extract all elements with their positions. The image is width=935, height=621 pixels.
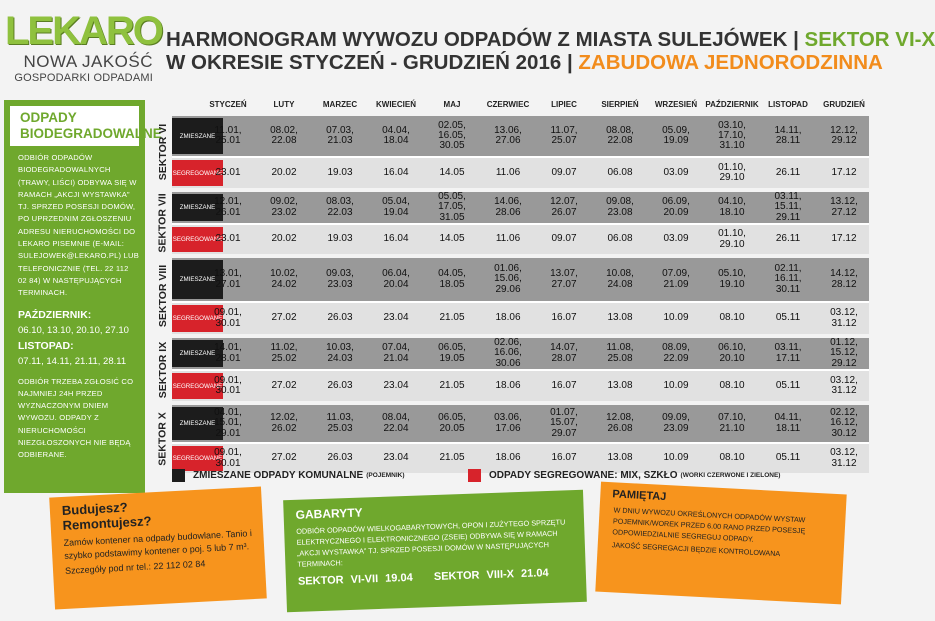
date-cell: 13.08 [607,312,633,324]
title-line-1-accent: SEKTOR VI-X [804,28,935,51]
month-header: KWIECIEŃ [376,100,416,109]
date-cell: 10.09 [663,312,689,324]
title-line-2-main: W OKRESIE STYCZEŃ - GRUDZIEŃ 2016 | [166,51,579,74]
date-cell: 06.08 [607,233,633,245]
date-cell: 03.12, 31.12 [830,447,858,469]
sidebar-footer: ODBIÓR TRZEBA ZGŁOSIĆ CO NAJMNIEJ 24H PRZED WYZNACZONYM DNIEM WYWOZU. ODPADY Z NIERUCHOMOŚCI NIEZGŁOSZONYCH NIE BĘDĄ ODBIERANE. [18,376,134,460]
date-cell: 13.01, 27.01 [214,268,242,290]
date-cell: 14.11, 28.11 [774,124,802,146]
date-cell: 13.12, 27.12 [830,196,858,218]
date-cell: 06.05, 19.05 [438,342,466,364]
date-cell: 06.09, 20.09 [662,196,690,218]
date-cell: 27.02 [271,379,297,391]
date-cell: 23.04 [383,379,409,391]
mixed-tag: ZMIESZANE [172,118,223,154]
date-cell: 03.11, 17.11 [774,342,802,364]
date-cell: 07.09, 21.09 [662,268,690,290]
title-line-2-accent: ZABUDOWA JEDNORODZINNA [578,51,883,74]
date-cell: 07.03, 21.03 [326,124,354,146]
date-cell: 08.02, 22.08 [270,124,298,146]
bulky-waste-note [283,490,587,612]
segregated-waste-row [172,371,869,401]
month-header: STYCZEŃ [209,100,247,109]
date-cell: 27.02 [271,452,297,464]
date-cell: 05.11 [775,312,801,324]
month-header: SIERPIEŃ [601,100,639,109]
date-cell: 10.02, 24.02 [270,268,298,290]
date-cell: 18.06 [495,452,521,464]
date-cell: 09.01, 30.01 [214,374,242,396]
date-cell: 06.08 [607,166,633,178]
date-cell: 16.07 [551,312,577,324]
sector-name: SEKTOR VIII [157,264,169,328]
date-cell: 03.10, 17.10, 31.10 [718,119,746,152]
date-cell: 13.06, 27.06 [494,124,522,146]
sector-name: SEKTOR VI [157,123,169,181]
logo-tagline: NOWA JAKOŚĆ [23,52,153,71]
date-cell: 03.09 [663,233,689,245]
construction-note [49,487,267,610]
segregated-waste-row [172,225,869,254]
date-cell: 07.10, 21.10 [718,412,746,434]
date-cell: 11.07, 25.07 [550,124,578,146]
november-dates: 07.11, 14.11, 21.11, 28.11 [18,355,127,367]
mixed-waste-row [172,405,869,442]
date-cell: 01.07, 15.07, 29.07 [550,407,578,439]
date-cell: 04.01, 15.01, 29.01 [214,407,242,439]
segregated-waste-row [172,303,869,334]
date-cell: 03.12, 31.12 [830,307,858,329]
date-cell: 13.08 [607,379,633,391]
october-label: PAŹDZIERNIK: [18,308,92,321]
bulky-sector-a: SEKTOR VI-VII 19.04 [297,571,413,588]
legend-segregated-note: (WORKI CZERWONE I ZIELONE) [680,472,781,479]
date-cell: 05.04, 19.04 [382,196,410,218]
month-header: LIPIEC [551,100,577,109]
remember-text-2: JAKOŚĆ SEGREGACJI BĘDZIE KONTROLOWANA [611,540,781,559]
construction-text: Zamów kontener na odpady budowlane. Tanio i szybko podstawimy kontener o poj. 5 lub 7 m³. [63,528,253,561]
construction-heading-1: Budujesz? [61,499,128,518]
date-cell: 26.03 [327,452,353,464]
date-cell: 03.12, 31.12 [830,374,858,396]
november-label: LISTOPAD: [18,339,74,352]
legend-mixed-label: ZMIESZANE ODPADY KOMUNALNE [193,470,364,481]
date-cell: 02.05, 16.05, 30.05 [438,119,466,152]
month-header: MARZEC [322,100,358,109]
date-cell: 04.04, 18.04 [382,124,410,146]
date-cell: 16.04 [383,166,409,178]
construction-heading-2: Remontujesz? [62,513,152,533]
date-cell: 21.05 [439,312,465,324]
legend-mixed-note: (POJEMNIK) [366,472,405,479]
date-cell: 08.03, 22.03 [326,196,354,218]
sidebar-text: ODBIÓR ODPADÓW BIODEGRADOWALNYCH (TRAWY, LIŚCI) ODBYWA SIĘ W RAMACH „AKCJI WYSTAWKA” TJ. SPRZED POSESJI DOMÓW, PO UPRZEDNIM ZGŁOSZENIU ADRESU NIERUCHOMOŚCI DO LEKARO PISEMNIE (E-MAIL: SULEJOWEK@LEKARO.PL) LUB TELEFONICZNIE (TEL. 22 112 02 84) W NASTĘPUJĄCYCH TERMINACH. [18,153,139,298]
date-cell: 11.06 [495,166,521,178]
sector-name: SEKTOR VII [157,193,170,253]
mixed-tag: ZMIESZANE [172,340,223,367]
date-cell: 09.02, 23.02 [270,196,298,218]
month-header: WRZESIEŃ [654,100,698,109]
date-cell: 09.07 [551,166,577,178]
date-cell: 05.05, 17.05, 31.05 [438,191,466,223]
date-cell: 04.10, 18.10 [718,196,746,218]
date-cell: 05.11 [775,452,801,464]
date-cell: 14.06, 28.06 [494,196,522,218]
sector-label [156,258,170,334]
date-cell: 16.07 [551,452,577,464]
legend-mixed-swatch [172,469,185,482]
date-cell: 08.10 [719,452,745,464]
date-cell: 12.12, 29.12 [830,124,858,146]
date-cell: 04.11, 18.11 [774,412,802,434]
october-dates: 06.10, 13.10, 20.10, 27.10 [18,324,129,336]
bulky-text: ODBIÓR ODPADÓW WIELKOGABARYTOWYCH, OPON I ZUŻYTEGO SPRZĘTU ELEKTRYCZNEGO I ELEKTRONICZNEGO (ZSEIE) ODBYWA SIĘ W RAMACH „AKCJI WYSTAWKA” TJ. SPRZED POSESJI DOMÓW W NASTĘPUJĄCYCH TERMINACH: [296,517,566,569]
date-cell: 13.07, 27.07 [550,268,578,290]
date-cell: 01.10, 29.10 [718,228,746,250]
date-cell: 27.02 [271,312,297,324]
date-cell: 13.08 [607,452,633,464]
date-cell: 14.07, 28.07 [550,342,578,364]
month-header: LISTOPAD [768,100,808,109]
date-cell: 05.11 [775,379,801,391]
date-cell: 10.03, 24.03 [326,342,354,364]
date-cell: 23.04 [383,312,409,324]
date-cell: 12.08, 26.08 [606,412,634,434]
date-cell: 17.12 [831,166,857,178]
mixed-waste-row [172,338,869,369]
month-header: MAJ [443,100,461,109]
month-header: PAŹDZIERNIK [705,100,759,109]
date-cell: 11.06 [495,233,521,245]
page-title [166,28,935,74]
date-cell: 26.03 [327,312,353,324]
segregated-tag: SEGREGOWANE [172,160,223,186]
date-cell: 09.09, 23.09 [662,412,690,434]
date-cell: 23.01 [215,233,241,245]
date-cell: 26.11 [775,166,801,178]
date-cell: 02.11, 16.11, 30.11 [774,263,802,295]
logo-subtagline: GOSPODARKI ODPADAMI [14,72,153,84]
date-cell: 18.06 [495,379,521,391]
date-cell: 12.07, 26.07 [550,196,578,218]
date-cell: 26.03 [327,379,353,391]
date-cell: 01.10, 29.10 [718,161,746,183]
date-cell: 14.01, 28.01 [214,342,242,364]
mixed-waste-row [172,192,869,223]
date-cell: 21.05 [439,379,465,391]
date-cell: 03.06, 17.06 [494,412,522,434]
date-cell: 09.07 [551,233,577,245]
date-cell: 02.06, 16.06, 30.06 [494,337,522,369]
mixed-tag: ZMIESZANE [172,260,223,299]
segregated-waste-row [172,158,869,188]
segregated-tag: SEGREGOWANE [172,446,223,471]
sidebar-heading: ODPADY BIODEGRADOWALNE [10,106,139,146]
date-cell: 06.05, 20.05 [438,412,466,434]
date-cell: 02.12, 16.12, 30.12 [830,407,858,439]
date-cell: 17.12 [831,233,857,245]
date-cell: 14.12, 28.12 [830,268,858,290]
date-cell: 08.10 [719,312,745,324]
mixed-waste-row [172,116,869,156]
logo [5,9,162,84]
mixed-tag: ZMIESZANE [172,194,223,221]
segregated-tag: SEGREGOWANE [172,373,223,399]
sector-name: SEKTOR IX [157,341,169,398]
date-cell: 09.03, 23.03 [326,268,354,290]
legend-segregated [468,469,780,482]
sector-label [156,338,170,401]
remember-note [595,482,846,605]
legend-mixed [172,469,404,482]
construction-contact: Szczegóły pod nr tel.: 22 112 02 84 [64,558,206,576]
date-cell: 14.05 [439,233,465,245]
date-cell: 04.05, 18.05 [438,268,466,290]
date-cell: 03.11, 15.11, 29.11 [774,191,802,223]
date-cell: 10.09 [663,379,689,391]
date-cell: 11.02, 25.02 [270,342,298,364]
date-cell: 11.01, 25.01 [214,124,242,146]
title-line-2 [166,51,935,74]
date-cell: 19.03 [327,233,353,245]
month-header: LUTY [273,100,295,109]
biowaste-sidebar [4,100,162,493]
date-cell: 05.09, 19.09 [662,124,690,146]
date-cell: 12.01, 26.01 [214,196,242,218]
sector-label [156,116,170,188]
remember-heading: PAMIĘTAJ [612,488,667,504]
date-cell: 11.08, 25.08 [606,342,634,364]
month-header: CZERWIEC [486,100,530,109]
month-header: GRUDZIEŃ [823,100,865,109]
date-cell: 10.09 [663,452,689,464]
date-cell: 16.04 [383,233,409,245]
sector-label [156,192,170,254]
date-cell: 05.10, 19.10 [718,268,746,290]
logo-wordmark: LEKARO [5,9,162,53]
sector-name: SEKTOR X [157,412,170,466]
date-cell: 03.09 [663,166,689,178]
date-cell: 20.02 [271,233,297,245]
segregated-tag: SEGREGOWANE [172,305,223,332]
date-cell: 08.09, 22.09 [662,342,690,364]
sector-label [156,405,170,473]
date-cell: 08.08, 22.08 [606,124,634,146]
segregated-tag: SEGREGOWANE [172,227,223,252]
bulky-sector-b: SEKTOR VIII-X 21.04 [433,567,549,584]
date-cell: 09.08, 23.08 [606,196,634,218]
legend-segregated-swatch [468,469,481,482]
date-cell: 18.06 [495,312,521,324]
date-cell: 21.05 [439,452,465,464]
bulky-heading: GABARYTY [295,505,363,522]
date-cell: 09.01, 30.01 [214,447,242,469]
date-cell: 11.03, 25.03 [326,412,354,434]
date-cell: 16.07 [551,379,577,391]
title-line-1 [166,28,935,51]
date-cell: 06.04, 20.04 [382,268,410,290]
date-cell: 06.10, 20.10 [718,342,746,364]
date-cell: 12.02, 26.02 [270,412,298,434]
date-cell: 08.04, 22.04 [382,412,410,434]
date-cell: 26.11 [775,233,801,245]
date-cell: 19.03 [327,166,353,178]
date-cell: 23.04 [383,452,409,464]
remember-text: W DNIU WYWOZU OKREŚLONYCH ODPADÓW WYSTAW POJEMNIK/WOREK PRZED 6.00 RANO PRZED POSESJĘ ODPOWIEDZIALNIE SEGREGUJ ODPADY. [612,505,806,544]
date-cell: 09.01, 30.01 [214,307,242,329]
mixed-waste-row [172,258,869,301]
date-cell: 10.08, 24.08 [606,268,634,290]
date-cell: 08.10 [719,379,745,391]
date-cell: 01.06, 15.06, 29.06 [494,263,522,295]
date-cell: 20.02 [271,166,297,178]
date-cell: 14.05 [439,166,465,178]
title-line-1-main: HARMONOGRAM WYWOZU ODPADÓW Z MIASTA SULEJÓWEK | [166,28,805,51]
legend-segregated-label: ODPADY SEGREGOWANE: MIX, SZKŁO [489,470,678,481]
date-cell: 07.04, 21.04 [382,342,410,364]
date-cell: 01.12, 15.12, 29.12 [830,337,858,369]
date-cell: 23.01 [215,166,241,178]
mixed-tag: ZMIESZANE [172,407,223,440]
